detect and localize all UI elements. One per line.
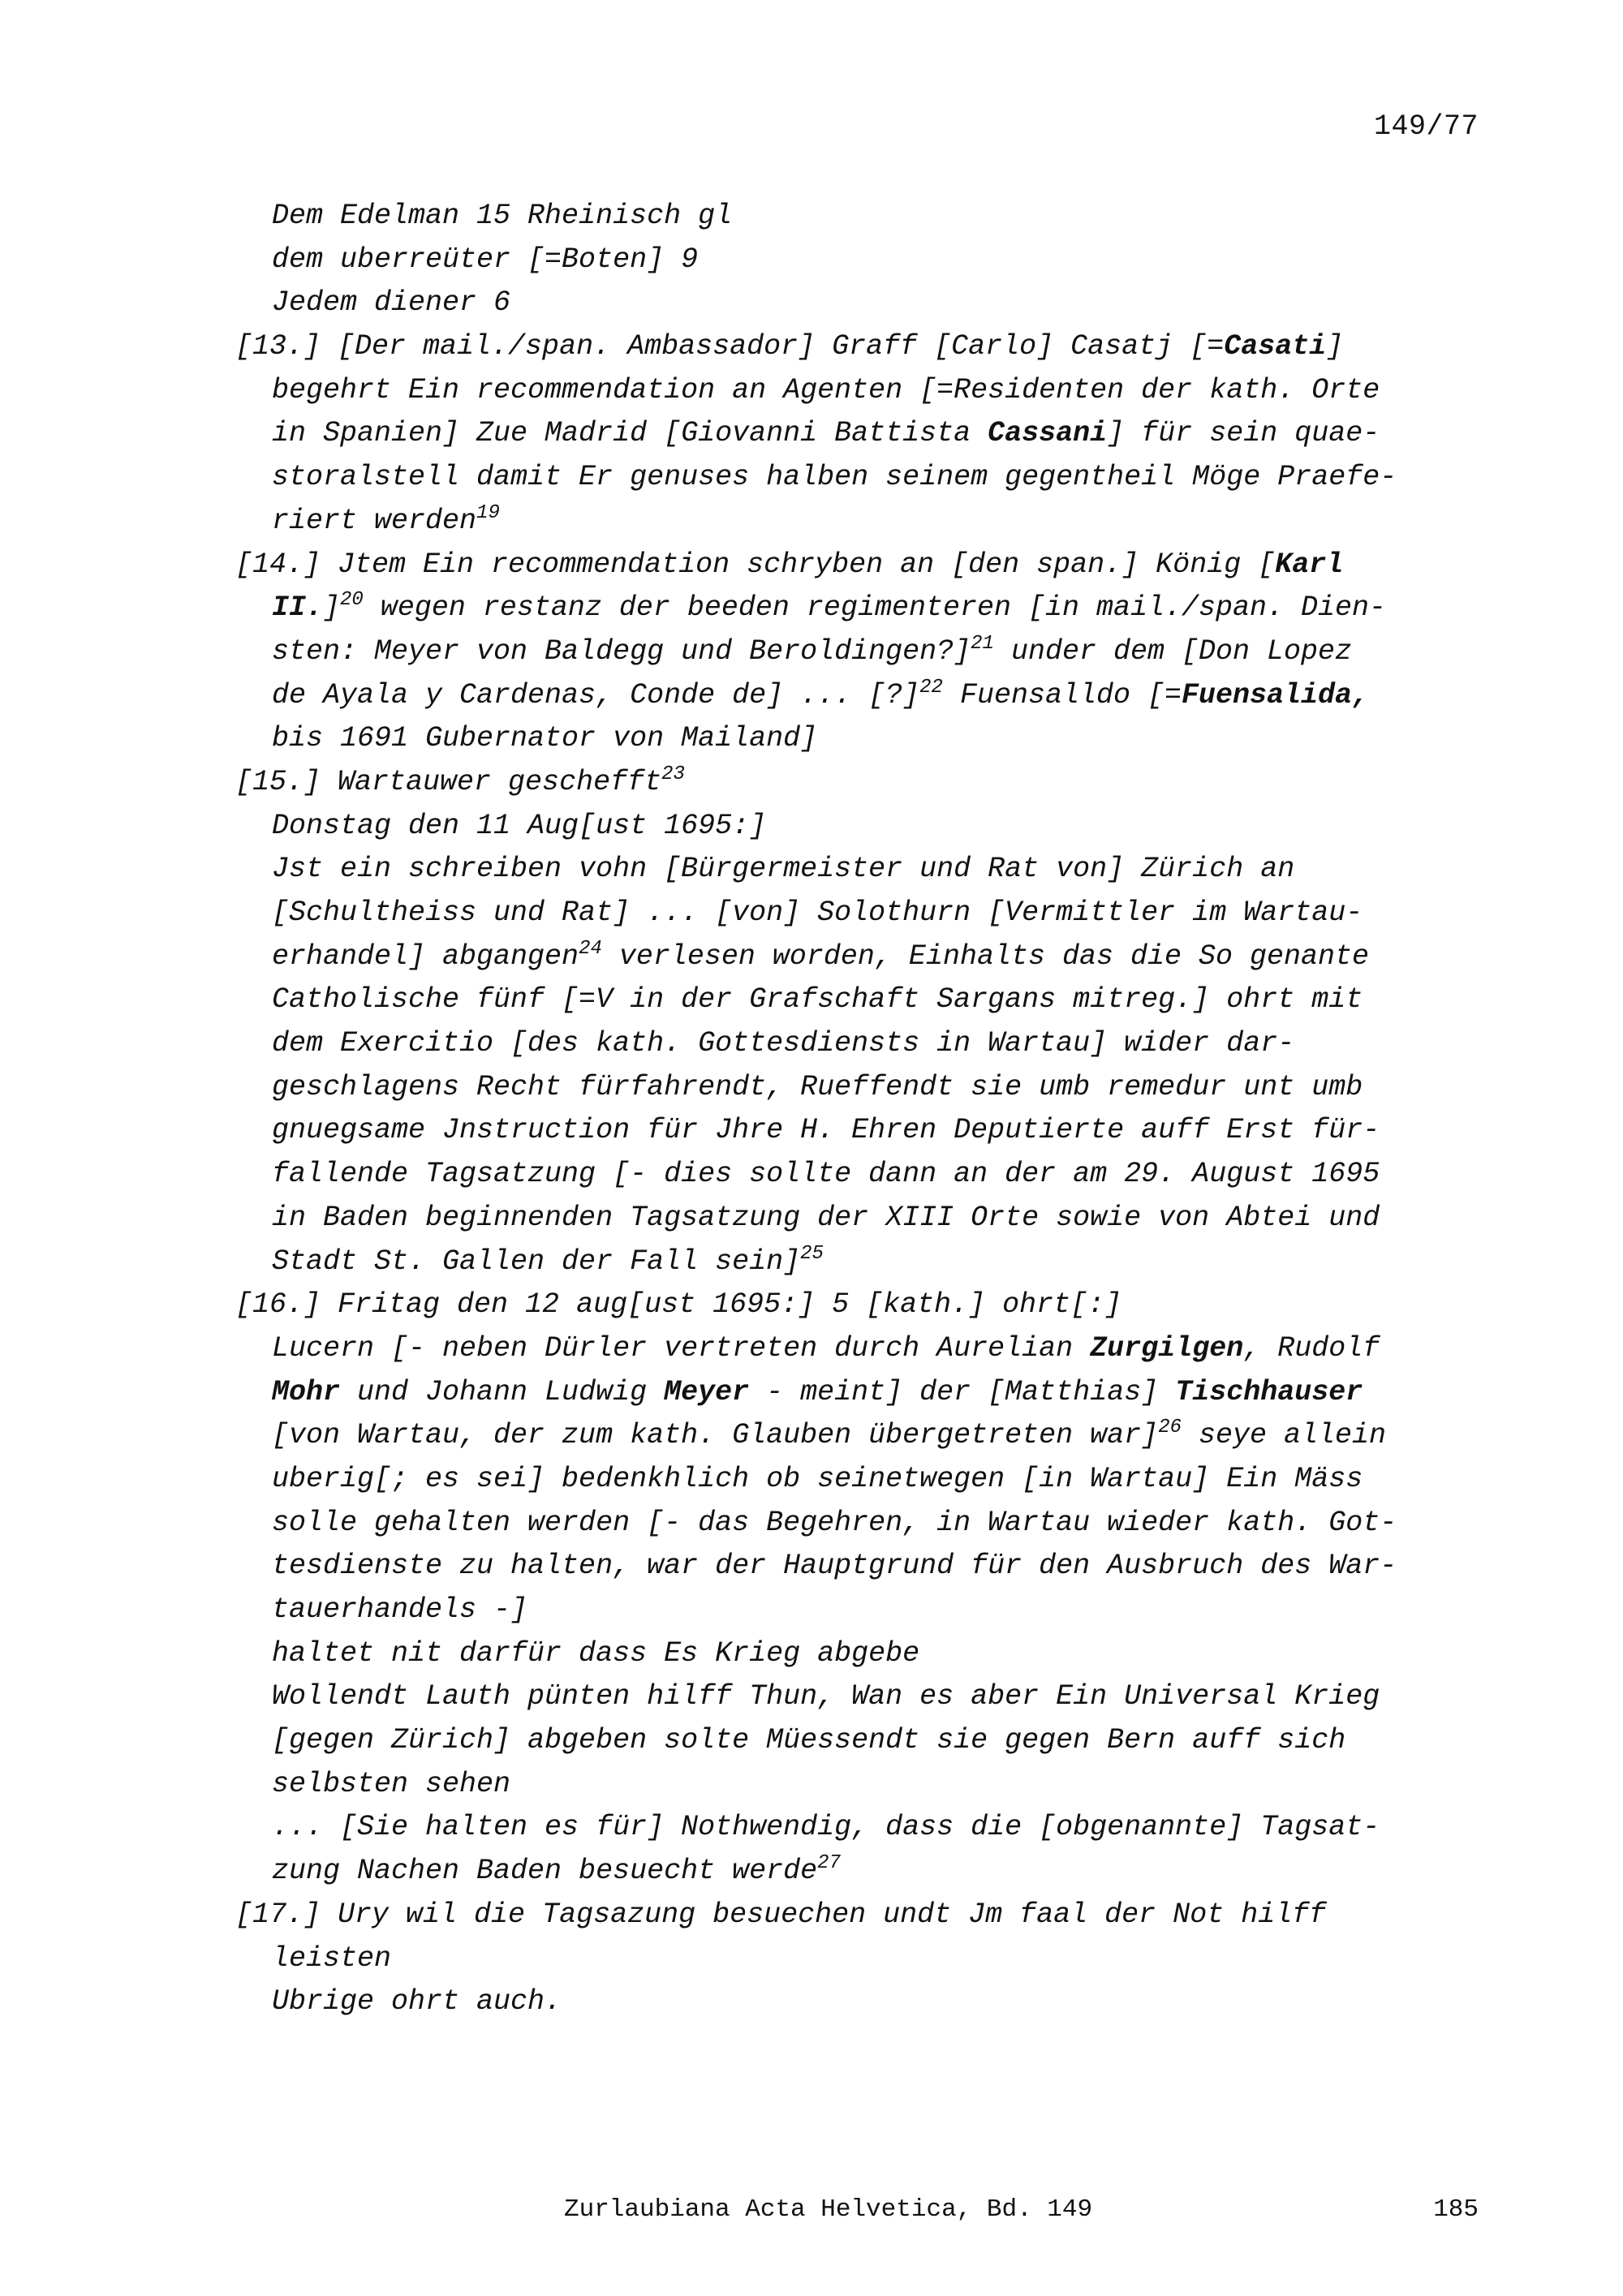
text-line: [235, 1327, 1477, 1371]
text-run: ]: [1326, 330, 1344, 363]
text-line: Jst ein schreiben vohn [Bürgermeister und Rat von] Zürich an: [272, 853, 1295, 886]
footnote-ref: 22: [919, 676, 943, 699]
text-line: geschlagens Recht fürfahrendt, Rueffendt sie umb remedur unt umb: [272, 1070, 1363, 1103]
text-run: seye allein: [1182, 1419, 1387, 1452]
text-run: verlesen worden, Einhalts das die So genante: [601, 939, 1370, 973]
text-line: storalstell damit Er genuses halben seinem gegentheil Möge Praefe-: [272, 461, 1397, 494]
text-line: [Schultheiss und Rat] ... [von] Solothurn [Vermittler im Wartau-: [272, 896, 1363, 929]
entry-15-line: [235, 761, 1477, 805]
page-number: 185: [1433, 2195, 1479, 2224]
text-run: und Johann Ludwig: [340, 1375, 665, 1408]
footer-title: Zurlaubiana Acta Helvetica, Bd. 149: [564, 2195, 1093, 2224]
footnote-ref: 25: [800, 1242, 824, 1265]
text-run: Lucern [- neben Dürler vertreten durch Aurelian: [272, 1331, 1091, 1365]
text-line: [235, 1850, 1477, 1894]
text-line: [gegen Zürich] abgeben solte Müessendt sie gegen Bern auff sich: [272, 1724, 1346, 1757]
bold-name-mohr: Mohr: [272, 1375, 341, 1408]
text-line: dem uberreüter [=Boten] 9: [272, 243, 699, 276]
text-line: [235, 412, 1477, 456]
bold-name-tischhauser: Tischhauser: [1175, 1375, 1363, 1408]
text-run: - meint] der [Matthias]: [749, 1375, 1176, 1408]
text-run: wegen restanz der beeden regimenteren [in mail./span. Dien-: [363, 591, 1387, 625]
bold-name-cassani: Cassani: [988, 417, 1108, 450]
text-line: gnuegsame Jnstruction für Jhre H. Ehren Deputierte auff Erst für-: [272, 1114, 1380, 1147]
text-line: Catholische fünf [=V in der Grafschaft Sargans mitreg.] ohrt mit: [272, 983, 1363, 1017]
text-line: [235, 1371, 1477, 1415]
text-run: Fuensalldo [=: [942, 678, 1182, 712]
bold-name-karl-numeral: II.: [272, 591, 324, 625]
text-run: in Spanien] Zue Madrid [Giovanni Battista: [272, 417, 988, 450]
text-line: [235, 587, 1477, 630]
text-run: riert werden: [272, 504, 477, 537]
footnote-ref: 27: [817, 1852, 841, 1875]
bold-name-meyer: Meyer: [664, 1375, 750, 1408]
text-line: Jedem diener 6: [272, 286, 511, 320]
text-line: Wollendt Lauth pünten hilff Thun, Wan es aber Ein Universal Krieg: [272, 1680, 1380, 1713]
bold-name-karl: Karl: [1275, 548, 1344, 581]
text-run: ]: [323, 591, 341, 625]
text-line: Donstag den 11 Aug[ust 1695:]: [272, 809, 767, 842]
footnote-ref: 21: [971, 632, 994, 655]
text-run: under dem [Don Lopez: [993, 634, 1353, 668]
text-line: solle gehalten werden [- das Begehren, in Wartau wieder kath. Got-: [272, 1506, 1397, 1539]
folio-number: 149/77: [1373, 110, 1479, 143]
transcription-body: [235, 195, 1477, 2024]
text-line: [235, 1240, 1477, 1284]
text-line: uberig[; es sei] bedenkhlich ob seinetwegen [in Wartau] Ein Mäss: [272, 1462, 1363, 1495]
text-line: Ubrige ohrt auch.: [272, 1985, 562, 2019]
text-line: [235, 1414, 1477, 1458]
text-line: selbsten sehen: [272, 1767, 511, 1800]
footnote-ref: 26: [1158, 1417, 1182, 1439]
text-line: ... [Sie halten es für] Nothwendig, dass die [obgenannte] Tagsat-: [272, 1811, 1380, 1844]
text-line: Dem Edelman 15 Rheinisch gl: [272, 200, 733, 232]
bold-name-casati: Casati: [1224, 330, 1327, 363]
footnote-ref: 23: [661, 763, 685, 785]
text-line: tauerhandels -]: [272, 1593, 528, 1626]
text-run: , Rudolf: [1243, 1331, 1380, 1365]
text-line: [235, 500, 1477, 544]
entry-17-line: [17.] Ury wil die Tagsazung besuechen undt Jm faal der Not hilff: [235, 1898, 1327, 1931]
entry-13-line: [235, 325, 1477, 369]
bold-name-fuensalida: Fuensalida,: [1182, 678, 1370, 712]
bold-name-zurgilgen: Zurgilgen: [1090, 1331, 1244, 1365]
text-line: [235, 674, 1477, 718]
text-line: begehrt Ein recommendation an Agenten [=Residenten der kath. Orte: [272, 373, 1380, 406]
text-run: [von Wartau, der zum kath. Glauben übergetreten war]: [272, 1419, 1159, 1452]
entry-14-line: [235, 544, 1477, 587]
text-run: zung Nachen Baden besuecht werde: [272, 1855, 818, 1888]
text-run: Stadt St. Gallen der Fall sein]: [272, 1245, 801, 1278]
text-line: haltet nit darfür dass Es Krieg abgebe: [272, 1636, 920, 1670]
text-line: [235, 935, 1477, 979]
footnote-ref: 19: [476, 501, 500, 524]
text-run: ] für sein quae-: [1107, 417, 1380, 450]
text-line: bis 1691 Gubernator von Mailand]: [272, 722, 818, 755]
text-run: de Ayala y Cardenas, Conde de] ... [?]: [272, 678, 920, 712]
text-run: [13.] [Der mail./span. Ambassador] Graff [Carlo] Casatj [=: [235, 330, 1225, 363]
text-line: leisten: [272, 1941, 392, 1975]
footnote-ref: 24: [579, 937, 602, 960]
text-line: dem Exercitio [des kath. Gottesdiensts in Wartau] wider dar-: [272, 1027, 1295, 1060]
text-line: tesdienste zu halten, war der Hauptgrund für den Ausbruch des War-: [272, 1550, 1397, 1583]
entry-16-line: [16.] Fritag den 12 aug[ust 1695:] 5 [kath.] ohrt[:]: [235, 1288, 1122, 1322]
text-run: sten: Meyer von Baldegg und Beroldingen?]: [272, 634, 971, 668]
text-run: [14.] Jtem Ein recommendation schryben an [den span.] König [: [235, 548, 1276, 581]
footnote-ref: 20: [340, 589, 364, 612]
text-run: [15.] Wartauwer geschefft: [235, 765, 662, 798]
text-run: erhandel] abgangen: [272, 939, 579, 973]
text-line: [235, 630, 1477, 674]
text-line: fallende Tagsatzung [- dies sollte dann an der am 29. August 1695: [272, 1158, 1380, 1191]
text-line: in Baden beginnenden Tagsatzung der XIII Orte sowie von Abtei und: [272, 1201, 1380, 1234]
